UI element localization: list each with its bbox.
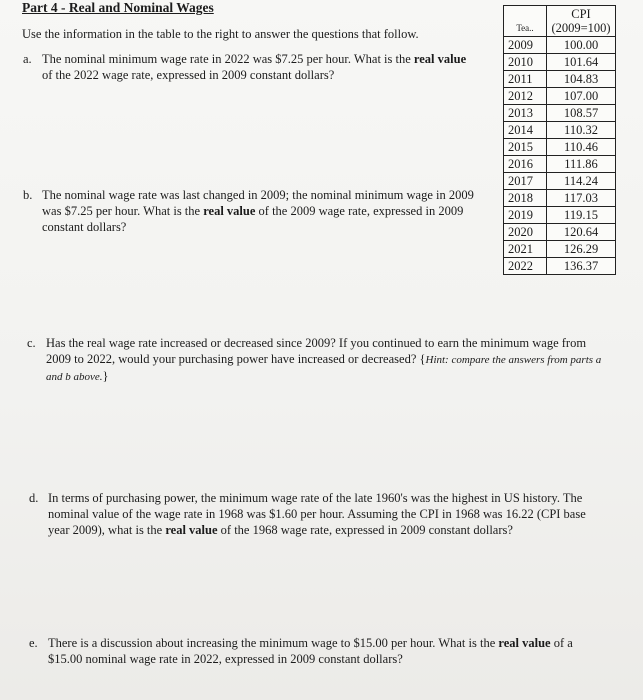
- year-cell: 2013: [504, 105, 547, 122]
- year-cell: 2015: [504, 139, 547, 156]
- cpi-cell: 100.00: [547, 37, 616, 54]
- question-c: [27, 335, 606, 385]
- question-letter: b.: [23, 188, 33, 202]
- cpi-cell: 120.64: [547, 224, 616, 241]
- question-a: [23, 51, 472, 83]
- table-row: [504, 173, 616, 190]
- year-cell: 2009: [504, 37, 547, 54]
- question-b: [23, 187, 482, 235]
- question-text: of the 2022 wage rate, expressed in 2009 constant dollars?: [42, 68, 335, 82]
- cpi-cell: 117.03: [547, 190, 616, 207]
- question-letter: d.: [29, 491, 39, 505]
- table-row: [504, 241, 616, 258]
- question-text: The nominal minimum wage rate in 2022 was $7.25 per hour. What is the: [42, 52, 414, 66]
- table-row: [504, 71, 616, 88]
- cpi-table: [503, 5, 616, 275]
- question-text: of the 1968 wage rate, expressed in 2009 constant dollars?: [217, 523, 513, 537]
- cpi-cell: 101.64: [547, 54, 616, 71]
- year-cell: 2016: [504, 156, 547, 173]
- cpi-cell: 119.15: [547, 207, 616, 224]
- question-d: [29, 490, 608, 538]
- page-title: Part 4 - Real and Nominal Wages: [22, 0, 214, 15]
- year-cell: 2010: [504, 54, 547, 71]
- cpi-cell: 104.83: [547, 71, 616, 88]
- cpi-cell: 107.00: [547, 88, 616, 105]
- table-row: [504, 190, 616, 207]
- cpi-column-header: [547, 6, 616, 37]
- question-text: of a $15.00 nominal wage rate in 2022, expressed in 2009 constant dollars?: [48, 636, 573, 666]
- cpi-header-line1: CPI: [571, 7, 591, 21]
- cpi-cell: 136.37: [547, 258, 616, 275]
- cpi-cell: 110.32: [547, 122, 616, 139]
- year-cell: 2022: [504, 258, 547, 275]
- question-bold: real value: [498, 636, 551, 650]
- table-row: [504, 156, 616, 173]
- question-text: The nominal wage rate was last changed in 2009; the nominal minimum wage in 2009 was $7.25 per hour. What is the: [42, 188, 474, 218]
- table-row: [504, 54, 616, 71]
- cpi-table-header-row: [504, 6, 616, 37]
- cpi-cell: 126.29: [547, 241, 616, 258]
- table-row: [504, 105, 616, 122]
- question-e: [29, 635, 608, 667]
- table-row: [504, 88, 616, 105]
- question-letter: c.: [27, 336, 36, 350]
- year-cell: 2021: [504, 241, 547, 258]
- year-cell: 2020: [504, 224, 547, 241]
- question-letter: e.: [29, 636, 38, 650]
- cpi-cell: 108.57: [547, 105, 616, 122]
- cpi-cell: 111.86: [547, 156, 616, 173]
- question-bold: real value: [413, 52, 467, 66]
- question-bold: real value: [165, 523, 218, 537]
- question-text: There is a discussion about increasing the minimum wage to $15.00 per hour. What is the: [48, 636, 499, 650]
- table-row: [504, 258, 616, 275]
- table-row: [504, 224, 616, 241]
- table-row: [504, 122, 616, 139]
- question-text: of the 2009 wage rate, expressed in 2009 constant dollars?: [42, 204, 464, 234]
- year-cell: 2012: [504, 88, 547, 105]
- question-text: Has the real wage rate increased or decreased since 2009? If you continued to earn the minimum wage from 2009 to 2022, would your purchasing power have increased or decreased? {: [46, 336, 587, 366]
- intro-text: Use the information in the table to the right to answer the questions that follow.: [22, 27, 419, 41]
- year-cell: 2011: [504, 71, 547, 88]
- cpi-header-line2: (2009=100): [551, 21, 611, 35]
- question-bold: real value: [203, 204, 256, 218]
- question-text: In terms of purchasing power, the minimum wage rate of the late 1960's was the highest in US history. The nominal value of the wage rate in 1968 was $1.60 per hour. Assuming the CPI in 1968 was 16.22 (CPI base year 2009), what is the: [48, 491, 586, 537]
- table-row: [504, 207, 616, 224]
- year-cell: 2018: [504, 190, 547, 207]
- year-cell: 2017: [504, 173, 547, 190]
- year-column-header: Tea..: [504, 6, 547, 37]
- cpi-cell: 110.46: [547, 139, 616, 156]
- question-text: }: [102, 369, 109, 383]
- hint-text: Hint: compare the answers from parts a and b above.: [46, 354, 602, 383]
- question-letter: a.: [23, 52, 32, 66]
- table-row: [504, 37, 616, 54]
- year-cell: 2019: [504, 207, 547, 224]
- table-row: [504, 139, 616, 156]
- year-cell: 2014: [504, 122, 547, 139]
- cpi-cell: 114.24: [547, 173, 616, 190]
